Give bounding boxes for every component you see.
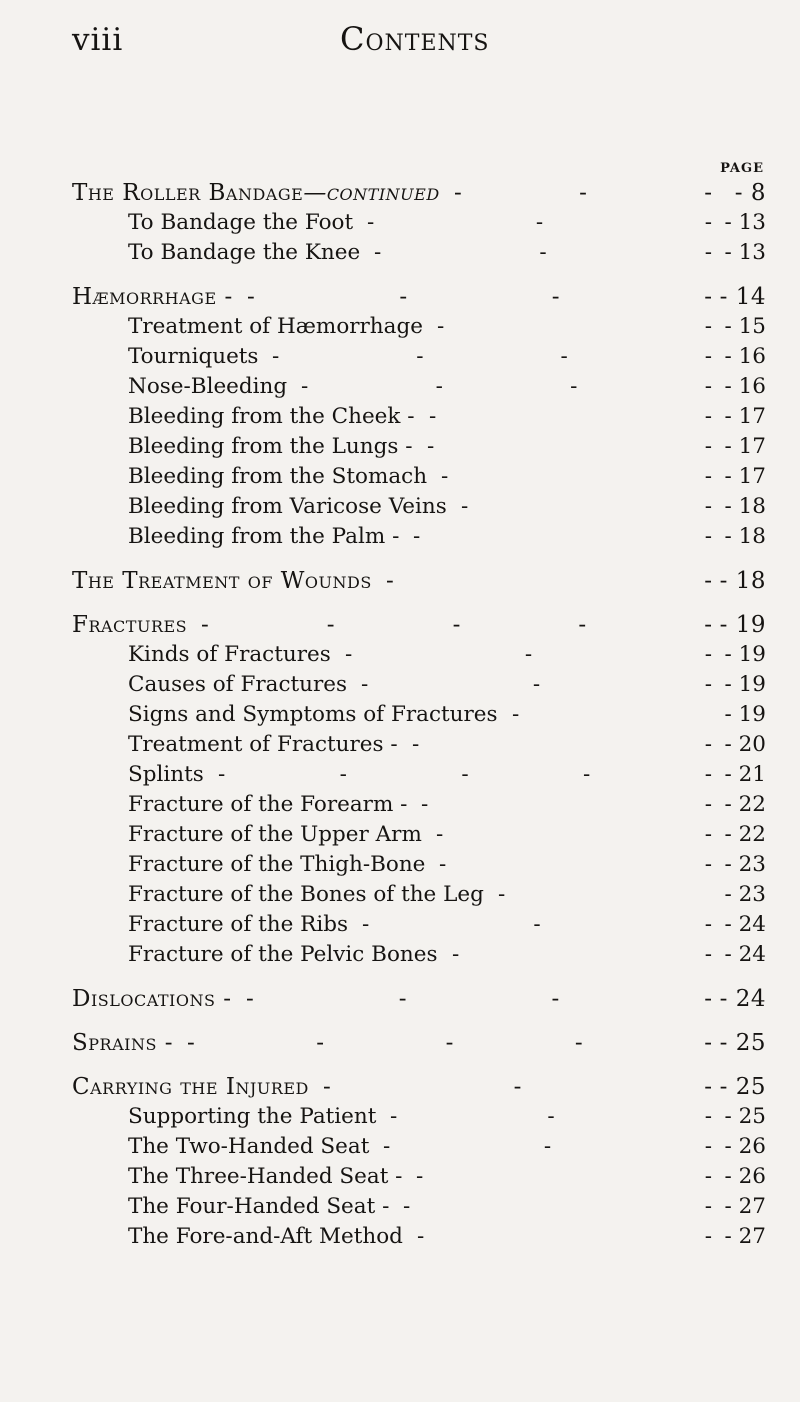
toc-subentry: [0, 640, 800, 670]
toc-subentry: [0, 1162, 800, 1192]
entry-title-text: Bleeding from Varicose Veins: [128, 494, 447, 519]
entry-title: [128, 760, 204, 790]
toc-section-entry: [0, 566, 800, 596]
leader-dashes: - - -: [383, 1134, 712, 1159]
page-number: - 19: [724, 642, 766, 667]
page-number: - 16: [724, 344, 766, 369]
entry-title: [128, 372, 287, 402]
toc-subentry: [0, 342, 800, 372]
entry-title: [72, 984, 232, 1014]
page-number: - 16: [724, 374, 766, 399]
table-of-contents: [0, 178, 800, 1252]
page-number: - 13: [724, 210, 766, 235]
leader-dashes: - -: [413, 524, 712, 549]
toc-subentry: [0, 730, 800, 760]
entry-title-text: The Four-Handed Seat -: [128, 1194, 390, 1219]
entry-title: [128, 1192, 389, 1222]
page-header: [72, 18, 772, 68]
entry-title: [128, 208, 353, 238]
entry-title: [72, 282, 233, 312]
page-number: - 19: [724, 672, 766, 697]
leader-dashes: - - -: [345, 642, 712, 667]
entry-title: [128, 312, 423, 342]
entry-title-text: Bleeding from the Stomach: [128, 464, 428, 489]
page-number: - 26: [724, 1134, 766, 1159]
entry-title: [128, 820, 422, 850]
entry-title-text: Bleeding from the Palm -: [128, 524, 400, 549]
leader-dashes: -: [512, 702, 520, 727]
entry-title-text: Fracture of the Upper Arm: [128, 822, 422, 847]
leader-dashes: - - -: [454, 180, 712, 206]
entry-title-text: Causes of Fractures: [128, 672, 348, 697]
entry-title-text: Treatment of Fractures -: [128, 732, 398, 757]
toc-subentry: [0, 760, 800, 790]
entry-title: [128, 492, 447, 522]
leader-dashes: - - - - -: [187, 1030, 712, 1056]
leader-dashes: - -: [386, 568, 712, 594]
leader-dashes: - - - -: [246, 986, 712, 1012]
leader-dashes: - -: [421, 792, 712, 817]
page-number: - 17: [724, 404, 766, 429]
leader-dashes: - -: [452, 942, 712, 967]
entry-title: [128, 522, 399, 552]
entry-title-text: Supporting the Patient: [128, 1104, 377, 1129]
leader-dashes: - -: [461, 494, 712, 519]
leader-dashes: - -: [416, 1164, 712, 1189]
page-number: - 18: [719, 568, 766, 594]
toc-subentry: [0, 670, 800, 700]
toc-subentry: [0, 1132, 800, 1162]
toc-section-entry: [0, 1072, 800, 1102]
page-number: - 26: [724, 1164, 766, 1189]
page-number: - 23: [724, 852, 766, 877]
page-number: - 24: [724, 912, 766, 937]
entry-title-text: Fracture of the Bones of the Leg: [128, 882, 484, 907]
entry-title: [128, 1132, 369, 1162]
entry-title-text: Fracture of the Pelvic Bones: [128, 942, 438, 967]
entry-title-text: Fracture of the Thigh-Bone: [128, 852, 426, 877]
toc-subentry: [0, 372, 800, 402]
entry-title: [128, 700, 498, 730]
entry-title: [128, 640, 331, 670]
page-number: - 8: [734, 180, 766, 206]
toc-section-entry: [0, 610, 800, 640]
toc-subentry: [0, 850, 800, 880]
page-number: - 24: [719, 986, 766, 1012]
leader-dashes: - - - -: [301, 374, 712, 399]
toc-subentry: [0, 910, 800, 940]
page-number: - 20: [724, 732, 766, 757]
entry-title-text: Treatment of Hæmorrhage: [128, 314, 423, 339]
page-number: - 23: [724, 882, 766, 907]
entry-title: [128, 1102, 376, 1132]
page-number: - 19: [724, 702, 766, 727]
page-number: - 27: [724, 1224, 766, 1249]
toc-subentry: [0, 940, 800, 970]
leader-dashes: - - -: [367, 210, 712, 235]
entry-title-text: Carrying the Injured: [72, 1074, 309, 1100]
entry-title: [128, 910, 348, 940]
page-number: - 13: [724, 240, 766, 265]
page-column-label: PAGE: [720, 161, 764, 176]
entry-title: [128, 432, 413, 462]
entry-title-text: Bleeding from the Lungs -: [128, 434, 413, 459]
page-number: - 19: [719, 612, 766, 638]
toc-subentry: [0, 238, 800, 268]
folio-number: viii: [72, 22, 124, 58]
entry-title-text: Tourniquets: [128, 344, 259, 369]
entry-title-text: Hæmorrhage -: [72, 284, 233, 310]
entry-title: [72, 1072, 309, 1102]
leader-dashes: - - -: [323, 1074, 712, 1100]
entry-title: [128, 342, 258, 372]
entry-title: [128, 462, 427, 492]
page-number: - 17: [724, 434, 766, 459]
leader-dashes: - -: [427, 434, 712, 459]
entry-title-text: Fracture of the Ribs: [128, 912, 349, 937]
entry-title-text: The Treatment of Wounds: [72, 568, 372, 594]
toc-section-entry: [0, 282, 800, 312]
page-number: - 25: [719, 1030, 766, 1056]
entry-title-text: Sprains -: [72, 1030, 173, 1056]
leader-dashes: - -: [417, 1224, 712, 1249]
entry-title: [128, 790, 407, 820]
toc-section-entry: [0, 1028, 800, 1058]
leader-dashes: - -: [441, 464, 712, 489]
entry-title-text: Signs and Symptoms of Fractures: [128, 702, 498, 727]
toc-subentry: [0, 790, 800, 820]
entry-title-text: Fractures: [72, 612, 188, 638]
entry-title-text: The Fore-and-Aft Method: [128, 1224, 403, 1249]
leader-dashes: - - - -: [247, 284, 712, 310]
entry-title-text: The Three-Handed Seat -: [128, 1164, 403, 1189]
leader-dashes: - - -: [361, 672, 712, 697]
toc-subentry: [0, 1222, 800, 1252]
entry-title-suffix: —continued: [303, 180, 440, 206]
toc-subentry: [0, 880, 800, 910]
toc-subentry: [0, 208, 800, 238]
entry-title: [128, 850, 425, 880]
page-number: - 22: [724, 822, 766, 847]
entry-title: [128, 940, 438, 970]
entry-title-text: Fracture of the Forearm -: [128, 792, 408, 817]
entry-title-text: Splints: [128, 762, 204, 787]
page-number: - 24: [724, 942, 766, 967]
toc-section-entry: [0, 984, 800, 1014]
page-number: - 14: [719, 284, 766, 310]
page-number: - 18: [724, 524, 766, 549]
entry-title: [72, 610, 187, 640]
entry-title: [128, 670, 347, 700]
toc-subentry: [0, 1192, 800, 1222]
leader-dashes: - -: [437, 314, 712, 339]
entry-title-text: The Two-Handed Seat: [128, 1134, 370, 1159]
entry-title: [128, 1222, 403, 1252]
leader-dashes: - -: [412, 732, 712, 757]
leader-dashes: - -: [403, 1194, 712, 1219]
page-number: - 25: [719, 1074, 766, 1100]
entry-title: [128, 1162, 402, 1192]
leader-dashes: - - - - -: [201, 612, 712, 638]
leader-dashes: - - -: [374, 240, 712, 265]
entry-title: [72, 1028, 173, 1058]
leader-dashes: - -: [429, 404, 712, 429]
leader-dashes: - - - -: [272, 344, 712, 369]
leader-dashes: - -: [439, 852, 712, 877]
entry-title: [128, 730, 398, 760]
toc-subentry: [0, 1102, 800, 1132]
entry-title: [72, 566, 372, 596]
entry-title-text: To Bandage the Knee: [128, 240, 361, 265]
leader-dashes: - - -: [362, 912, 712, 937]
entry-title-text: Dislocations -: [72, 986, 232, 1012]
toc-subentry: [0, 820, 800, 850]
toc-subentry: [0, 492, 800, 522]
page-number: - 21: [724, 762, 766, 787]
toc-subentry: [0, 432, 800, 462]
leader-dashes: - -: [436, 822, 712, 847]
entry-title-text: Bleeding from the Cheek -: [128, 404, 415, 429]
entry-title: [128, 880, 484, 910]
leader-dashes: - - - - -: [218, 762, 712, 787]
entry-title: [128, 402, 415, 432]
entry-title-text: Nose-Bleeding: [128, 374, 288, 399]
page-number: - 17: [724, 464, 766, 489]
entry-title: [128, 238, 360, 268]
entry-title-text: The Roller Bandage: [72, 180, 304, 206]
page-number: - 15: [724, 314, 766, 339]
toc-subentry: [0, 700, 800, 730]
entry-title-text: Kinds of Fractures: [128, 642, 331, 667]
toc-section-entry: [0, 178, 800, 208]
page-number: - 22: [724, 792, 766, 817]
toc-subentry: [0, 522, 800, 552]
running-title: Contents: [340, 20, 490, 58]
toc-subentry: [0, 402, 800, 432]
leader-dashes: - - -: [390, 1104, 712, 1129]
page-number: - 18: [724, 494, 766, 519]
page-number: - 27: [724, 1194, 766, 1219]
entry-title: [72, 178, 440, 208]
page-number: - 25: [724, 1104, 766, 1129]
toc-subentry: [0, 312, 800, 342]
toc-subentry: [0, 462, 800, 492]
entry-title-text: To Bandage the Foot: [128, 210, 354, 235]
leader-dashes: -: [498, 882, 506, 907]
